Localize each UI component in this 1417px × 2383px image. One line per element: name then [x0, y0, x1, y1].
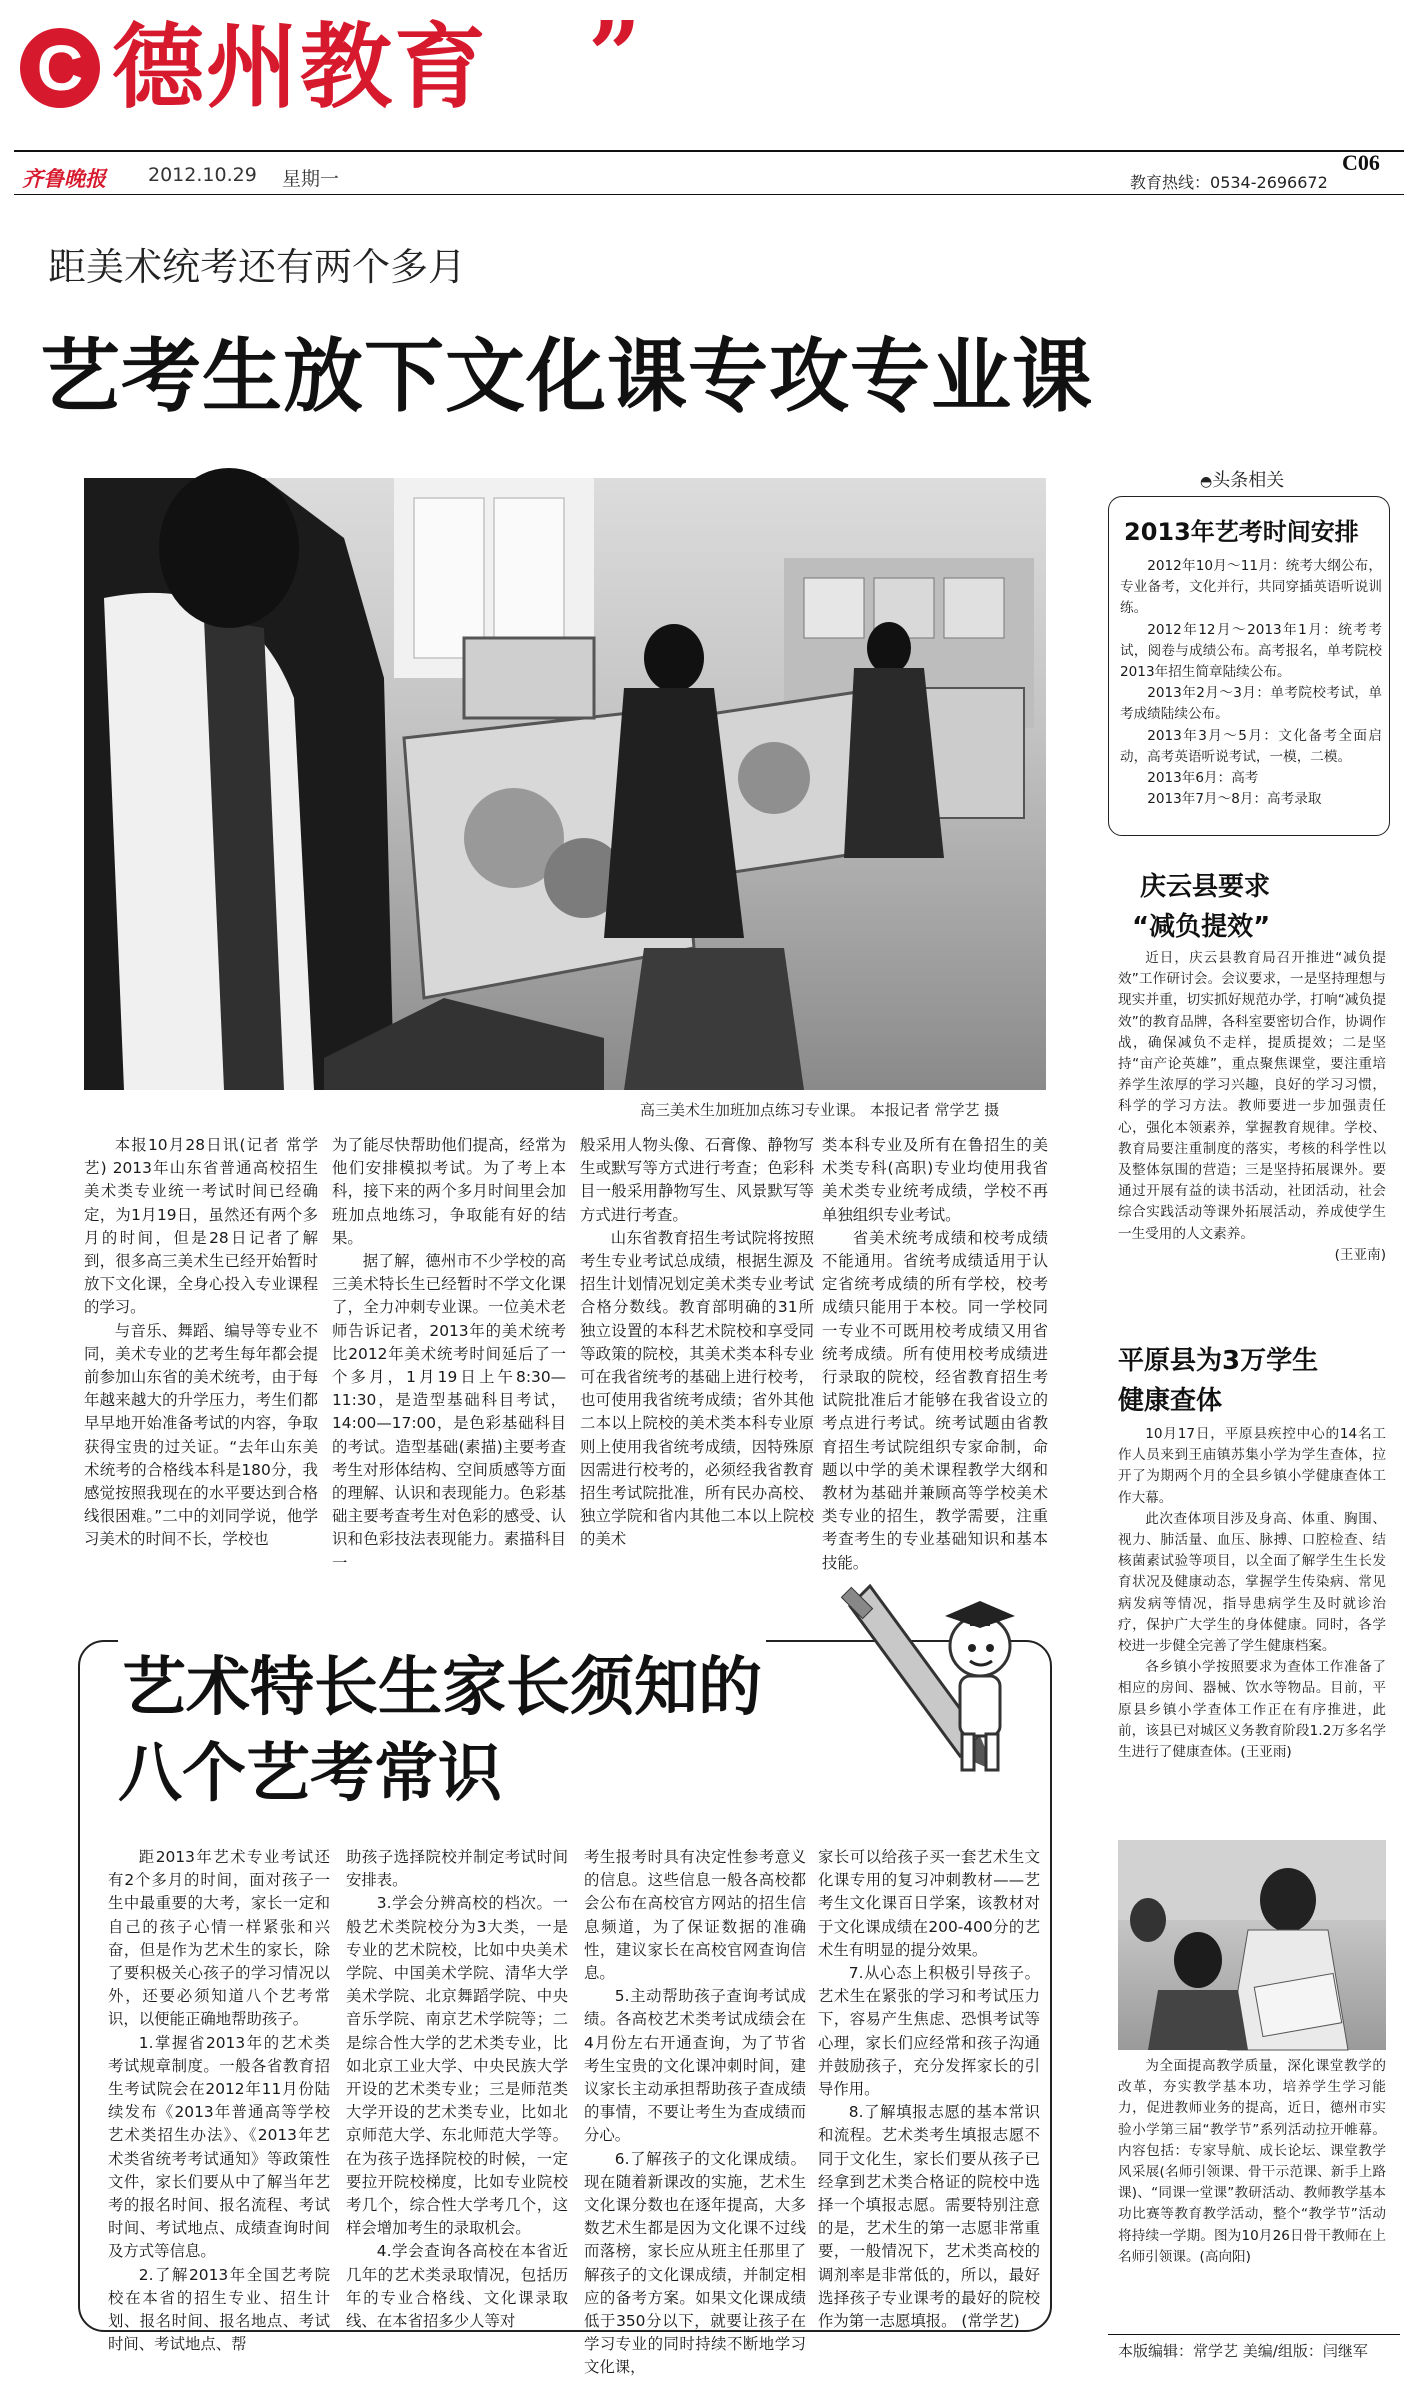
feature-title-line-2: 八个艺考常识: [118, 1736, 502, 1811]
feature-col-1: [108, 1846, 330, 2354]
article-paragraph: 般采用人物头像、石膏像、静物写生或默写等方式进行考查；色彩科目一般采用静物写生、风景默写等方式进行考查。: [580, 1136, 814, 1224]
schedule-list: [1120, 556, 1382, 832]
sidebar-caption-paragraph: 为全面提高教学质量，深化课堂教学的改革，夯实教学基本功，培养学生学习能力，促进教师业务的提高，近日，德州市实验小学第三届“教学节”系列活动拉开帷幕。内容包括：专家导航、成长论坛、课堂教学风采展(名师引领课、骨干示范课、新手上路课)、“同课一堂课”教研活动、教师教学基本功比赛等教育教学活动，整个“教学节”活动将持续一学期。图为10月26日骨干教师在上名师引领课。(高向阳): [1118, 2058, 1386, 2265]
related-label-text: 头条相关: [1212, 470, 1285, 491]
schedule-item: 2013年6月：高考: [1147, 770, 1259, 787]
headline-kicker: 距美术统考还有两个多月: [48, 245, 467, 289]
sidebar-photo: [1118, 1840, 1386, 2050]
feature-paragraph: 2.了解2013年全国艺考院校在本省的招生专业、招生计划、报名时间、报名地点、考试时间、考试地点、帮: [108, 2265, 330, 2354]
issue-date: 2012.10.29: [148, 164, 257, 186]
schedule-item: 2013年2月～3月：单考院校考试，单考成绩陆续公布。: [1120, 685, 1382, 723]
sidebar-photo-caption: [1118, 2056, 1386, 2326]
feature-paragraph: 3.学会分辨高校的档次。一般艺术类院校分为3大类，一是专业的艺术院校，比如中央美术学院、中国美术学院、清华大学美术学院、北京舞蹈学院、中央音乐学院、南京艺术学院等；二是综合性大学的艺术类专业，比如北京工业大学、中央民族大学开设的艺术类专业；三是师范类大学开设的艺术类专业，比如北京师范大学、东北师范大学等。在为孩子选择院校的时候，一定要拉开院校梯度，比如专业院校考几个，综合性大学考几个，这样会增加考生的录取机会。: [346, 1894, 568, 2238]
pingyuan-paragraph: 10月17日，平原县疾控中心的14名工作人员来到王庙镇苏集小学为学生查体，拉开了为期两个月的全县乡镇小学健康查体工作大幕。: [1118, 1426, 1386, 1506]
masthead: [0, 0, 1417, 192]
feature-col-4: [818, 1846, 1040, 2331]
article-paragraph: 山东省教育招生考试院将按照考生专业考试总成绩，根据生源及招生计划情况划定美术类专业考试合格分数线。教育部明确的31所独立设置的本科艺术院校和享受同等政策的院校，其美术类本科专业可在我省统考的基础上进行校考，也可使用我省统考成绩；省外其他二本以上院校的美术类本科专业原则上使用我省统考成绩，因特殊原因需进行校考的，必须经我省教育招生考试院批准，所有民办高校、独立学院和省内其他二本以上院校的美术: [580, 1228, 814, 1549]
qingyun-paragraph: 近日，庆云县教育局召开推进“减负提效”工作研讨会。会议要求，一是坚持理想与现实并重，切实抓好规范办学，打响“减负提效”的教育品牌，各科室要密切合作，协调作战，确保减负不走样，提质提效；二是坚持“亩产论英雄”，重点聚焦课堂，要注重培养学生浓厚的学习兴趣，良好的学习习惯，科学的学习方法。教师要进一步加强责任心，强化本领素养，掌握教育规律。学校、教育局要注重制度的落实，考核的科学性以及整体氛围的营造；三是坚持拓展课外。要通过开展有益的读书活动，社团活动，社会综合实践活动等课外拓展活动，养成使学生一生受用的人文素养。: [1118, 950, 1386, 1242]
schedule-item: 2013年7月～8月：高考录取: [1147, 791, 1322, 808]
feature-paragraph: 4.学会查询各高校在本省近几年的艺术类录取情况，包括历年的专业合格线、文化课录取线、在本省招多少人等对: [346, 2242, 568, 2331]
feature-paragraph: 助孩子选择院校并制定考试时间安排表。: [346, 1848, 568, 1890]
related-label: [1200, 466, 1284, 492]
article-paragraph: 据了解，德州市不少学校的高三美术特长生已经暂时不学文化课了，全力冲刺专业课。一位美术老师告诉记者，2013年的美术统考比2012年美术统考时间延后了一个多月，1月19日上午8:30—11:30，是造型基础科目考试，14:00—17:00，是色彩基础科目的考试。造型基础(素描)主要考查考生对形体结构、空间质感等方面的理解、认识和表现能力。色彩基础主要考查考生对色彩的感受、认识和色彩技法表现能力。素描科目一: [332, 1252, 566, 1572]
hotline-label: 教育热线：: [1130, 173, 1211, 192]
date-rule: [14, 194, 1404, 195]
schedule-item: 2012年12月～2013年1月：统考考试，阅卷与成绩公布。高考报名，单考院校2013年招生简章陆续公布。: [1120, 621, 1382, 681]
hotline-number: 0534-2696672: [1210, 173, 1328, 192]
qingyun-title-line-2: “减负提效”: [1132, 912, 1271, 942]
main-photo: [84, 478, 1046, 1090]
article-paragraph: 省美术统考成绩和校考成绩不能通用。省统考成绩适用于认定省统考成绩的所有学校，校考成绩只能用于本校。同一学校同一专业不可既用校考成绩又用省统考成绩。所有使用校考成绩进行录取的院校，经省教育招生考试院批准后才能够在我省设立的考点进行考试。统考试题由省教育招生考试院组织专家命制，命题以中学的美术课程教学大纲和教材为基础并兼顾高等学校美术类专业的招生，教学需要，注重考查考生的专业基础知识和基本技能。: [822, 1228, 1048, 1572]
section-title-quote: ”: [588, 1, 641, 109]
feature-paragraph: 7.从心态上积极引导孩子。艺术生在紧张的学习和考试压力下，容易产生焦虑、恐惧考试等心理，家长们应经常和孩子沟通并鼓励孩子，充分发挥家长的引导作用。: [818, 1964, 1040, 2099]
article-paragraph: 为了能尽快帮助他们提高，经常为他们安排模拟考试。为了考上本科，接下来的两个多月时间里会加班加点地练习，争取能有好的结果。: [332, 1136, 566, 1247]
pingyuan-title-line-1: 平原县为3万学生: [1118, 1346, 1319, 1376]
section-logo-circle: C: [20, 28, 100, 108]
main-article-col-2: [332, 1134, 566, 1624]
feature-col-2: [346, 1846, 568, 2331]
section-title: 德州教育: [112, 13, 489, 121]
pencil-mascot-graphic: [830, 1566, 1030, 1786]
feature-title-line-1: 艺术特长生家长须知的: [118, 1628, 766, 1748]
mascot-illustration: [830, 1566, 1030, 1786]
feature-paragraph: 家长可以给孩子买一套艺术生文化课专用的复习冲刺教材——艺考生文化课百日学案，该教材对于文化课成绩在200-400分的艺术生有明显的提分效果。: [818, 1848, 1040, 1959]
feature-paragraph: 距2013年艺术专业考试还有2个多月的时间，面对孩子一生中最重要的大考，家长一定和自己的孩子心情一样紧张和兴奋，但是作为艺术生的家长，除了要积极关心孩子的学习情况以外，还要必须知道八个艺考常识，以便能正确地帮助孩子。: [108, 1848, 330, 2029]
hotline: [1130, 170, 1328, 193]
schedule-title: 2013年艺考时间安排: [1124, 518, 1359, 546]
feature-col-3: [584, 1846, 806, 2377]
page-code: C06: [1342, 150, 1380, 175]
schedule-item: 2012年10月～11月：统考大纲公布，专业备考，文化并行，共同穿插英语听说训练。: [1120, 558, 1382, 617]
footer-rule: [1108, 2334, 1400, 2335]
article-paragraph: 本报10月28日讯(记者 常学艺) 2013年山东省普通高校招生美术类专业统一考试时间已经确定，为1月19日，虽然还有两个多月的时间，但是28日记者了解到，很多高三美术生已经开始暂时放下文化课，全身心投入专业课程的学习。: [84, 1136, 318, 1317]
feature-paragraph: 6.了解孩子的文化课成绩。现在随着新课改的实施，艺术生文化课分数也在逐年提高，大多数艺术生都是因为文化课不过线而落榜，家长应从班主任那里了解孩子的文化课成绩，并制定相应的备考方案。如果文化课成绩低于350分以下，就要让孩子在学习专业的同时持续不断地学习文化课，: [584, 2149, 806, 2377]
issue-weekday: 星期一: [282, 168, 340, 190]
feature-paragraph: 考生报考时具有决定性参考意义的信息。这些信息一般各高校都会公布在高校官方网站的招生信息频道，为了保证数据的准确性，建议家长在高校官网查询信息。: [584, 1848, 806, 1983]
feature-paragraph: 5.主动帮助孩子查询考试成绩。各高校艺术类考试成绩会在4月份左右开通查询，为了节省考生宝贵的文化课冲刺时间，建议家长主动承担帮助孩子查成绩的事情，不要让考生为查成绩而分心。: [584, 1987, 806, 2145]
qingyun-body: [1118, 948, 1386, 1344]
main-article-col-4: [822, 1134, 1048, 1624]
schedule-item: 2013年3月～5月：文化备考全面启动，高考英语听说考试，一模，二模。: [1120, 727, 1382, 765]
masthead-rule: [14, 150, 1404, 152]
footer-editor-line: 本版编辑：常学艺 美编/组版：闫继军: [1118, 2342, 1368, 2360]
speech-bubble-icon: ◓: [1200, 474, 1213, 490]
main-photo-caption: 高三美术生加班加点练习专业课。 本报记者 常学艺 摄: [640, 1101, 1000, 1119]
feature-paragraph: 1.掌握省2013年的艺术类考试规章制度。一般各省教育招生考试院会在2012年11月份陆续发布《2013年普通高等学校艺术类招生办法》、《2013年艺术类省统考考试通知》等政策性文件，家长们要从中了解当年艺考的报名时间、报名流程、考试时间、考试地点、成绩查询时间及方式等信息。: [108, 2033, 330, 2261]
headline-title: 艺考生放下文化课专攻专业课: [40, 329, 1093, 423]
newspaper-name: 齐鲁晚报: [22, 166, 106, 191]
main-article-col-1: [84, 1134, 318, 1624]
classroom-scene-graphic: [84, 478, 1046, 1090]
pingyuan-body: [1118, 1424, 1386, 1834]
article-paragraph: 与音乐、舞蹈、编导等专业不同，美术专业的艺考生每年都会提前参加山东省的美术统考，由于每年越来越大的升学压力，考生们都早早地开始准备考试的内容，争取获得宝贵的过关证。“去年山东美术统考的合格线本科是180分，我感觉按照我现在的水平要达到合格线很困难。”二中的刘同学说，他学习美术的时间不长，学校也: [84, 1321, 318, 1549]
pingyuan-paragraph: 此次查体项目涉及身高、体重、胸围、视力、肺活量、血压、脉搏、口腔检查、结核菌素试验等项目，以全面了解学生生长发育状况及健康动态，掌握学生传染病、常见病发病等情况，指导患病学生及时就诊治疗，保护广大学生的身体健康。同时，各学校进一步健全完善了学生健康档案。: [1118, 1510, 1386, 1655]
article-paragraph: 类本科专业及所有在鲁招生的美术类专科(高职)专业均使用我省美术类专业统考成绩，学校不再单独组织专业考试。: [822, 1136, 1048, 1224]
pingyuan-paragraph: 各乡镇小学按照要求为查体工作准备了相应的房间、器械、饮水等物品。目前，平原县乡镇小学查体工作正在有序推进，此前，该县已对城区义务教育阶段1.2万多名学生进行了健康查体。(王亚雨): [1118, 1659, 1386, 1761]
pingyuan-title-line-2: 健康查体: [1118, 1386, 1223, 1416]
qingyun-title-line-1: 庆云县要求: [1140, 872, 1271, 902]
feature-paragraph: 8.了解填报志愿的基本常识和流程。艺术类考生填报志愿不同于文化生，家长们要从孩子已经拿到艺术类合格证的院校中选择一个填报志愿。需要特别注意的是，艺术生的第一志愿非常重要，一般情况下，艺术类高校的调剂率是非常低的，所以，最好选择孩子专业课考的最好的院校作为第一志愿填报。 (常学艺): [818, 2103, 1040, 2331]
qingyun-byline: (王亚南): [1334, 1246, 1386, 1263]
classroom-reading-graphic: [1118, 1840, 1386, 2050]
main-article-col-3: [580, 1134, 814, 1624]
